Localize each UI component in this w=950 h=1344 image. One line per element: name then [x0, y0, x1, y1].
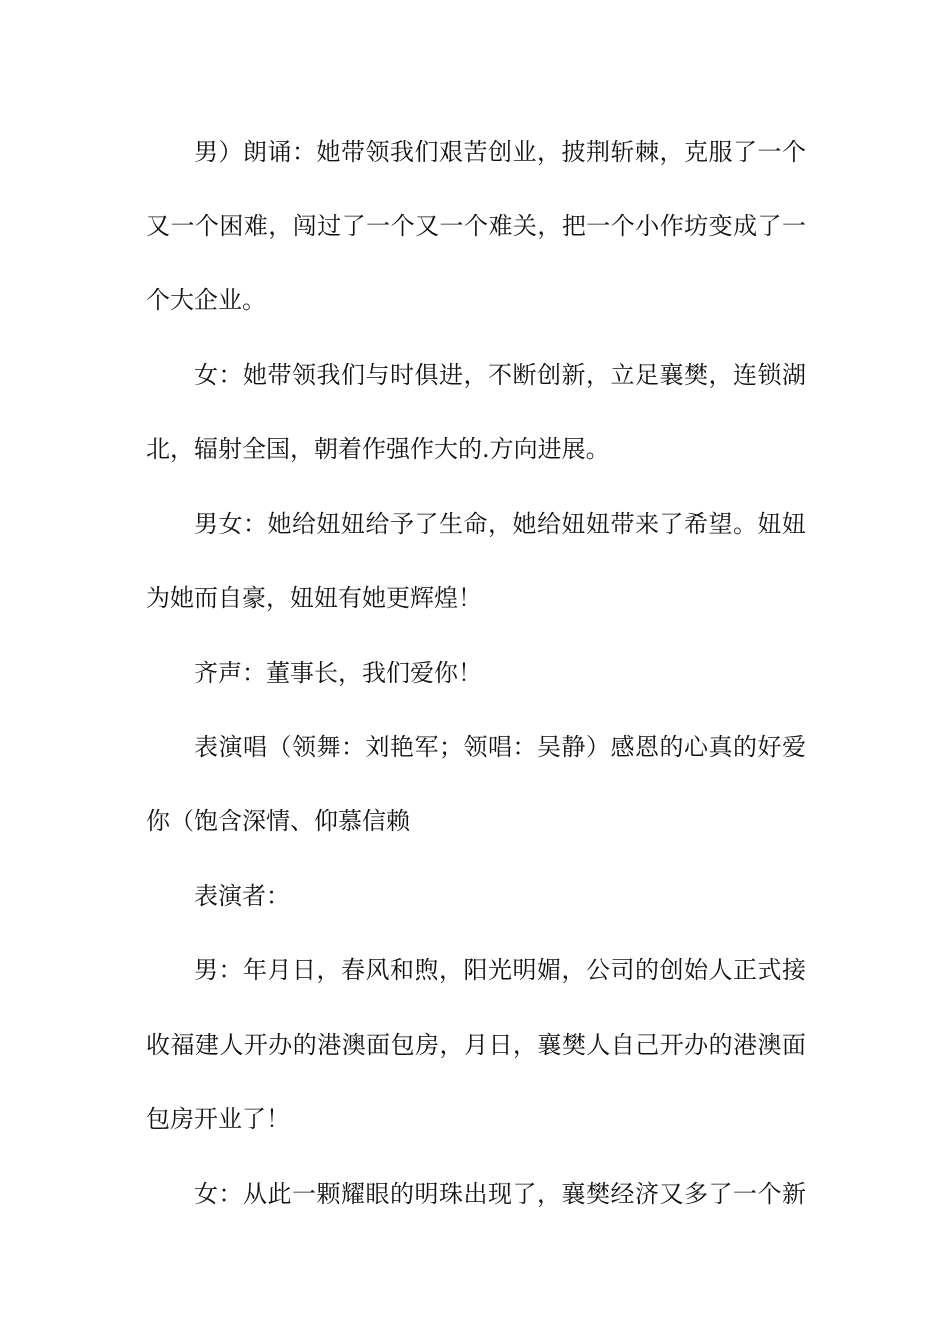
paragraph-line: 个大企业。 — [146, 286, 266, 314]
paragraph-line: 表演唱（领舞：刘艳军；领唱：吴静）感恩的心真的好爱 — [194, 733, 806, 761]
paragraph-line: 北，辐射全国，朝着作强作大的.方向进展。 — [146, 435, 610, 463]
paragraph-line: 女：从此一颗耀眼的明珠出现了，襄樊经济又多了一个新 — [194, 1180, 806, 1208]
paragraph-line: 男）朗诵：她带领我们艰苦创业，披荆斩棘，克服了一个 — [194, 138, 806, 166]
paragraph-line: 为她而自豪，妞妞有她更辉煌！ — [146, 584, 482, 612]
paragraph-line: 齐声：董事长，我们爱你！ — [194, 659, 482, 687]
paragraph-line: 又一个困难，闯过了一个又一个难关，把一个小作坊变成了一 — [146, 212, 806, 240]
paragraph-line: 男：年月日，春风和煦，阳光明媚，公司的创始人正式接 — [194, 956, 806, 984]
paragraph-line: 收福建人开办的港澳面包房，月日，襄樊人自己开办的港澳面 — [146, 1031, 806, 1059]
paragraph-line: 包房开业了！ — [146, 1105, 290, 1133]
paragraph-line: 女：她带领我们与时俱进，不断创新，立足襄樊，连锁湖 — [194, 361, 806, 389]
paragraph-line: 你（饱含深情、仰慕信赖 — [146, 807, 410, 835]
paragraph-line: 男女：她给妞妞给予了生命，她给妞妞带来了希望。妞妞 — [194, 510, 806, 538]
paragraph-line: 表演者： — [194, 882, 290, 910]
